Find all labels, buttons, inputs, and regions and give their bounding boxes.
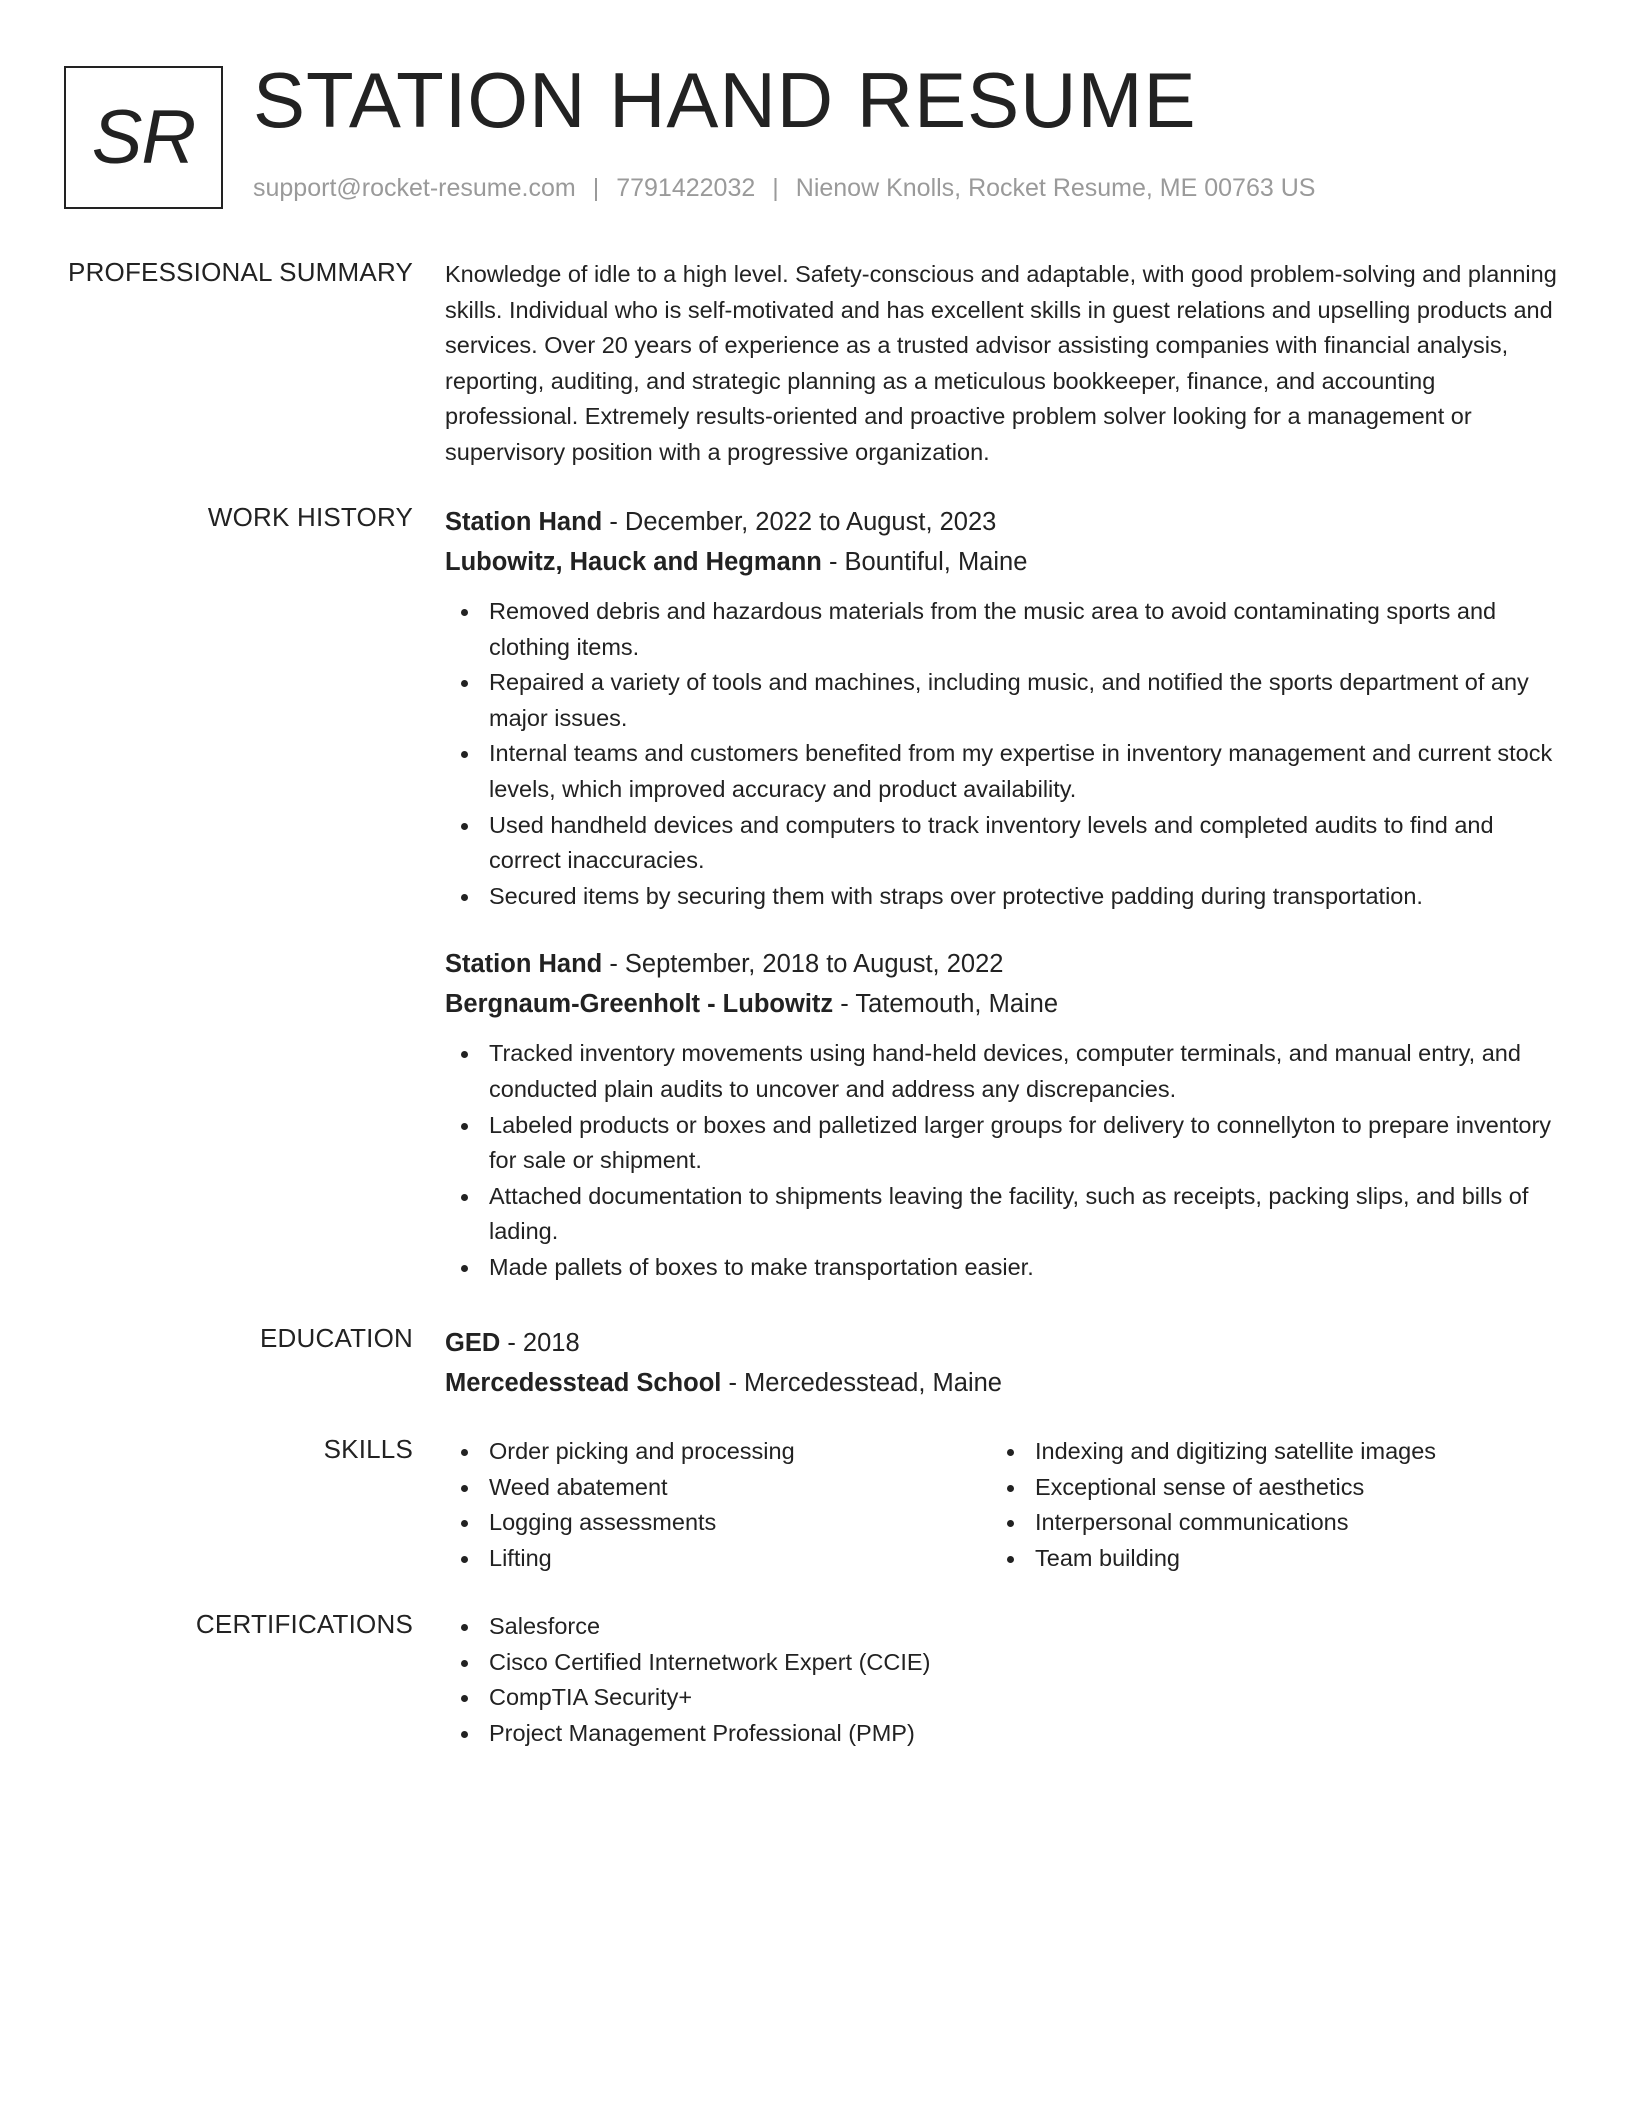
section-label-work-history: WORK HISTORY: [207, 502, 413, 532]
skills-grid: [445, 1434, 1560, 1576]
list-item: Lifting: [445, 1541, 991, 1577]
list-item: Labeled products or boxes and palletized larger groups for delivery to connellyton to prepare inventory for sale or shipment.: [445, 1108, 1560, 1179]
skills-list-left: [445, 1434, 991, 1576]
list-item: Attached documentation to shipments leaving the facility, such as receipts, packing slips, and bills of lading.: [445, 1179, 1560, 1250]
list-item: Secured items by securing them with straps over protective padding during transportation.: [445, 879, 1560, 915]
list-item: Internal teams and customers benefited from my expertise in inventory management and current stock levels, which improved accuracy and product availability.: [445, 736, 1560, 807]
list-item: Logging assessments: [445, 1505, 991, 1541]
contact-separator: |: [772, 174, 779, 202]
list-item: Interpersonal communications: [991, 1505, 1537, 1541]
list-item: Order picking and processing: [445, 1434, 991, 1470]
job-title-line: [445, 944, 1560, 984]
job-entry: [445, 944, 1560, 1285]
job-entry: [445, 502, 1560, 914]
list-item: Used handheld devices and computers to track inventory levels and completed audits to find and correct inaccuracies.: [445, 808, 1560, 879]
job-company: Lubowitz, Hauck and Hegmann: [445, 548, 822, 576]
contact-line: [253, 174, 1315, 203]
list-item: Tracked inventory movements using hand-held devices, computer terminals, and manual entry, and conducted plain audits to uncover and address any discrepancies.: [445, 1036, 1560, 1107]
contact-address: Nienow Knolls, Rocket Resume, ME 00763 US: [795, 174, 1316, 202]
section-label-summary: PROFESSIONAL SUMMARY: [68, 257, 413, 287]
section-label-education: EDUCATION: [260, 1323, 413, 1353]
job-dates: - September, 2018 to August, 2022: [602, 950, 1004, 979]
contact-separator: |: [592, 174, 600, 202]
section-label-certifications: CERTIFICATIONS: [195, 1609, 413, 1639]
contact-email: support@rocket-resume.com: [253, 174, 576, 202]
job-title: Station Hand: [445, 508, 603, 536]
education-school-line: [445, 1363, 1560, 1403]
contact-phone: 7791422032: [616, 174, 756, 202]
job-location: - Tatemouth, Maine: [833, 990, 1059, 1019]
job-bullets: [445, 1036, 1560, 1285]
list-item: Weed abatement: [445, 1470, 991, 1506]
education-degree-line: [445, 1323, 1560, 1363]
list-item: Project Management Professional (PMP): [445, 1716, 1560, 1752]
resume-title: STATION HAND RESUME: [253, 56, 1197, 144]
list-item: Repaired a variety of tools and machines, including music, and notified the sports department of any major issues.: [445, 665, 1560, 736]
skills-list-right: [991, 1434, 1537, 1576]
monogram-logo: [64, 66, 223, 209]
job-location: - Bountiful, Maine: [821, 548, 1028, 576]
job-bullets: [445, 594, 1560, 914]
list-item: Indexing and digitizing satellite images: [991, 1434, 1537, 1470]
list-item: Made pallets of boxes to make transportation easier.: [445, 1250, 1560, 1286]
job-title: Station Hand: [445, 950, 603, 979]
job-company-line: [445, 984, 1560, 1024]
monogram-text: SR: [91, 95, 196, 180]
section-label-skills: SKILLS: [323, 1434, 413, 1464]
list-item: CompTIA Security+: [445, 1680, 1560, 1716]
education-year: - 2018: [500, 1329, 580, 1357]
list-item: Salesforce: [445, 1609, 1560, 1645]
job-title-line: [445, 502, 1560, 542]
job-company: Bergnaum-Greenholt - Lubowitz: [445, 990, 834, 1019]
education-degree: GED: [445, 1329, 501, 1357]
education-school: Mercedesstead School: [445, 1369, 722, 1397]
job-dates: - December, 2022 to August, 2023: [602, 508, 997, 536]
list-item: Exceptional sense of aesthetics: [991, 1470, 1537, 1506]
list-item: Team building: [991, 1541, 1537, 1577]
summary-text: Knowledge of idle to a high level. Safety-conscious and adaptable, with good problem-solving and planning skills. Individual who is self-motivated and has excellent skills in guest relations and upselling products and services. Over 20 years of experience as a trusted advisor assisting companies with financial analysis, reporting, auditing, and strategic planning as a meticulous bookkeeper, finance, and accounting professional. Extremely results-oriented and proactive problem solver looking for a management or supervisory position with a progressive organization.: [445, 261, 1557, 465]
certifications-list: [445, 1609, 1560, 1751]
list-item: Removed debris and hazardous materials from the music area to avoid contaminating sports and clothing items.: [445, 594, 1560, 665]
job-company-line: [445, 542, 1560, 582]
list-item: Cisco Certified Internetwork Expert (CCIE): [445, 1645, 1560, 1681]
education-location: - Mercedesstead, Maine: [721, 1369, 1002, 1397]
